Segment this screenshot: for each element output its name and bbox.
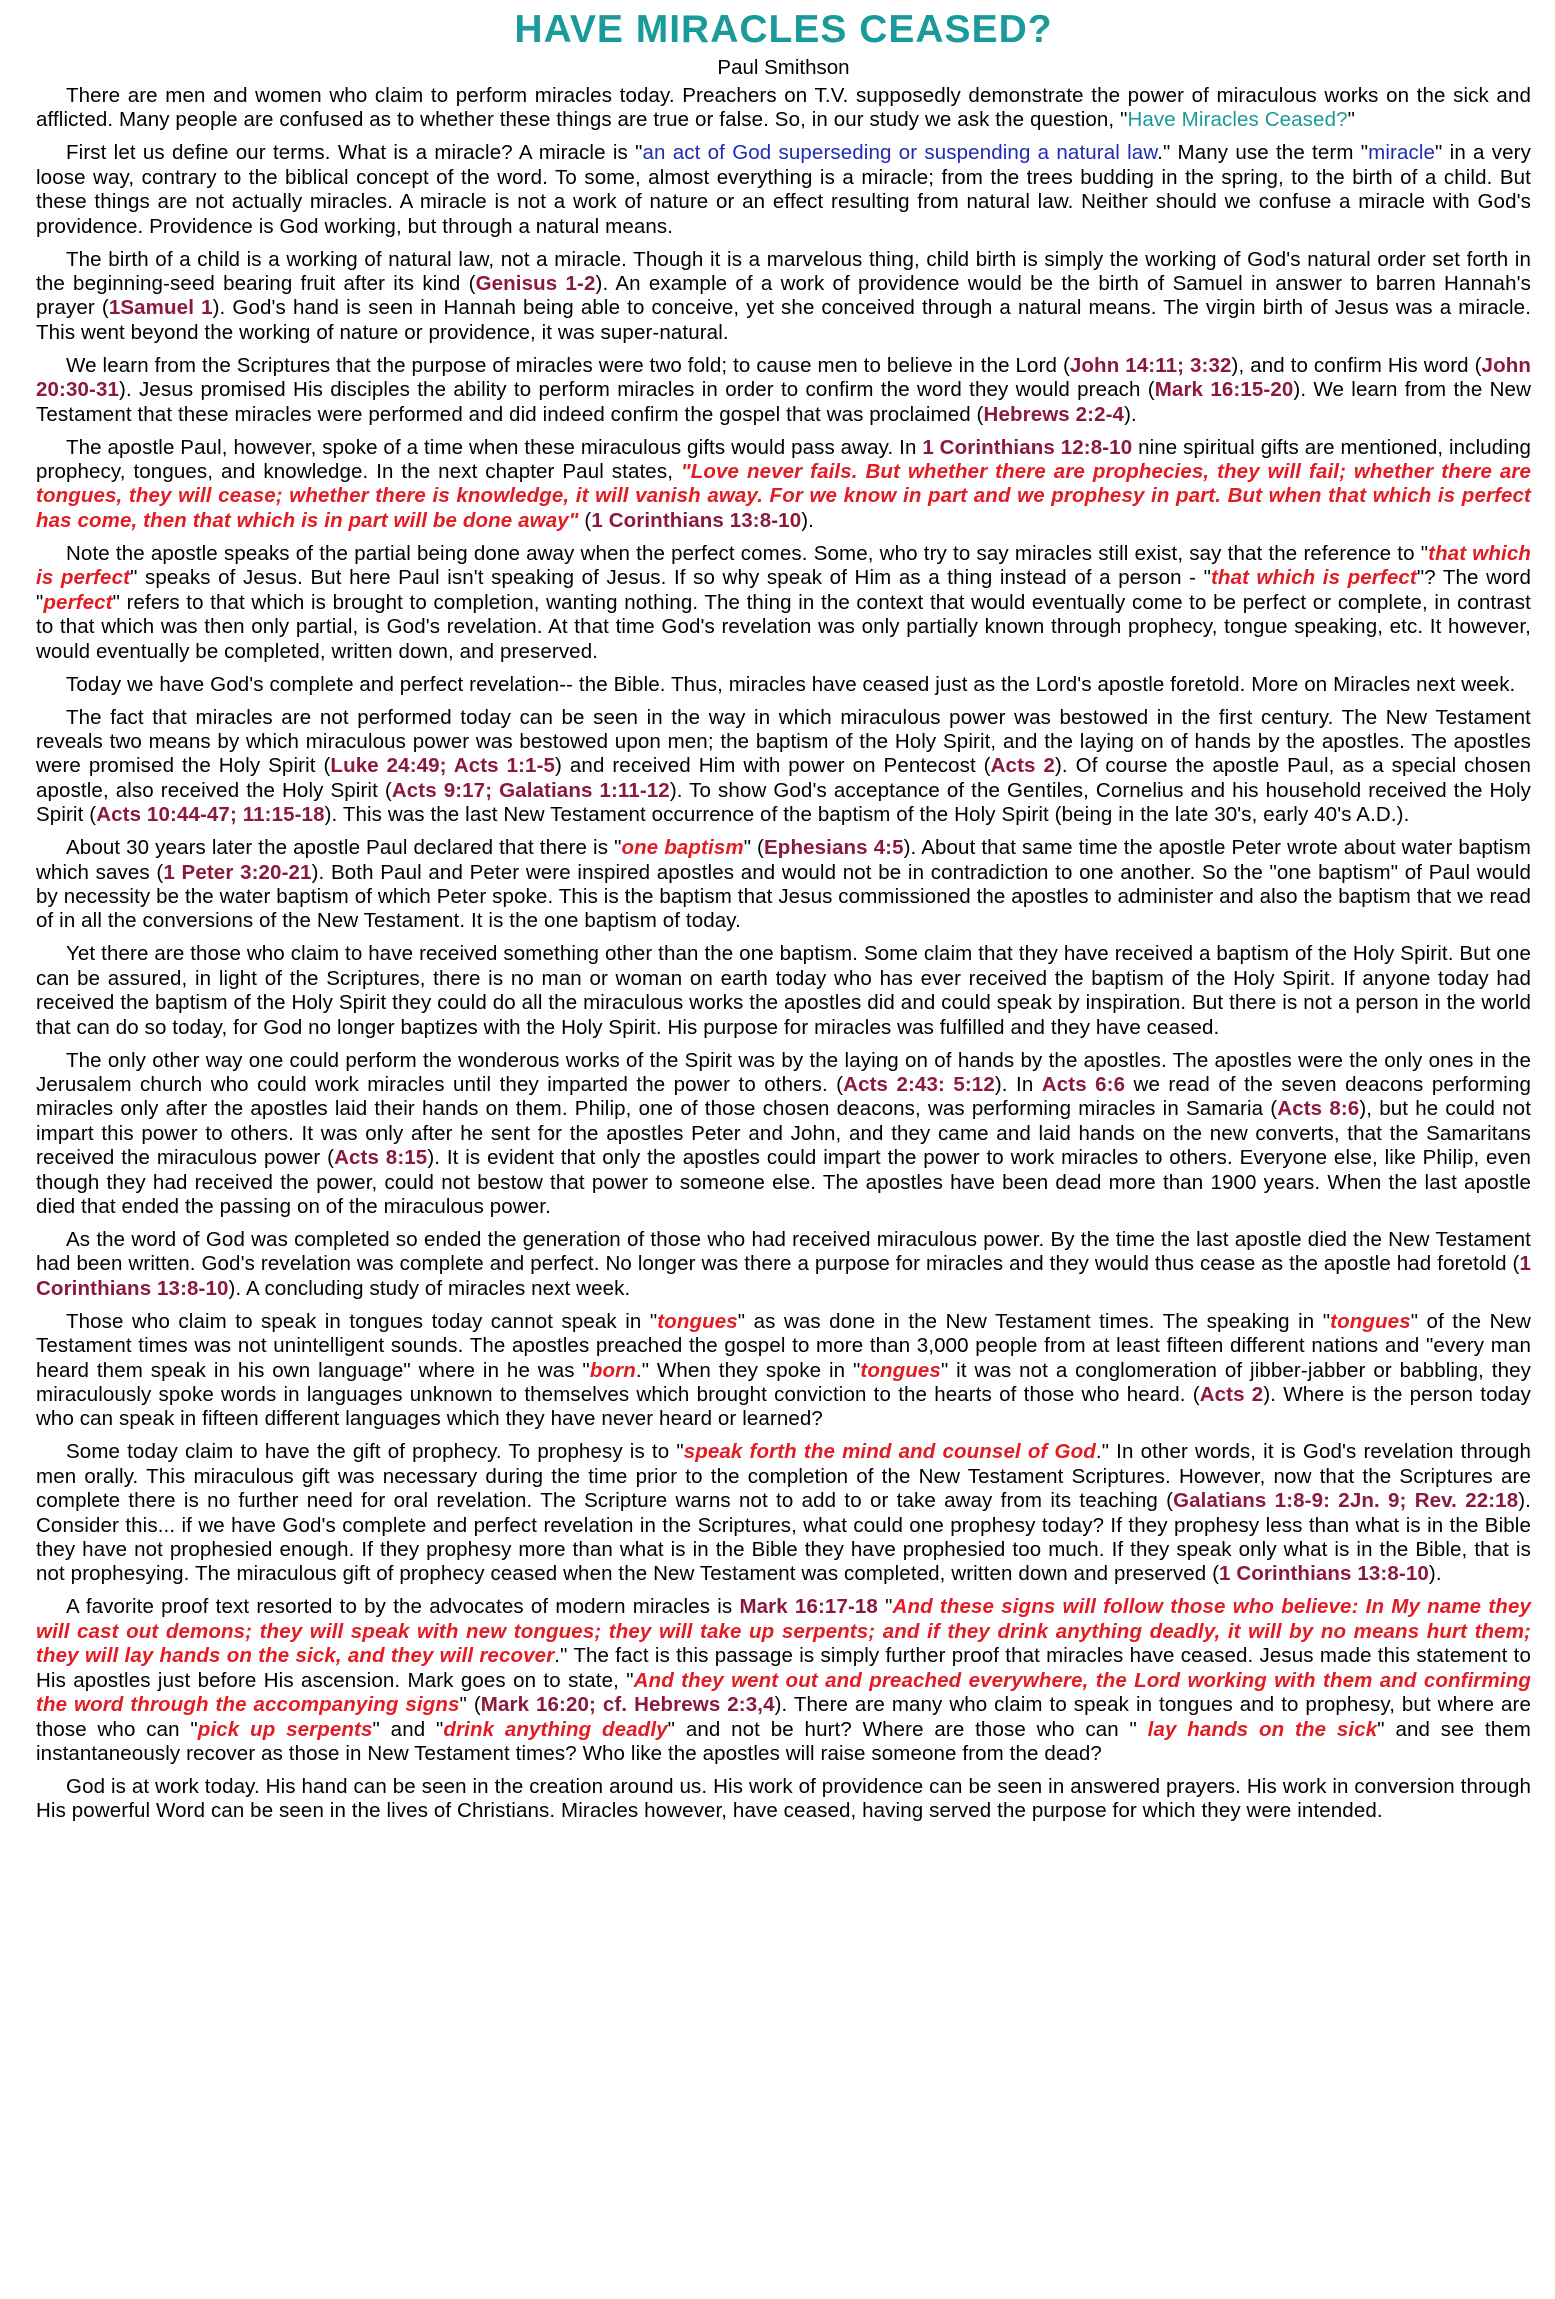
scripture-reference: Acts 2 [1199,1383,1264,1407]
text-run: We learn from the Scriptures that the purpose of miracles were two fold; to cause men to believe in the Lord ( [66,353,1070,377]
text-run: Today we have God's complete and perfect revelation-- the Bible. Thus, miracles have ceased just as the Lord's apostle foretold. More on Miracles next week. [66,672,1516,696]
text-run: "? The word " [36,566,1531,614]
text-run: ). In [994,1072,1042,1096]
emphasized-quote: "Love never fails. But whether there are prophecies, they will fail; whether there are tongues, they will cease; whether there is knowledge, it will vanish away. For we know in part and we prophesy in part. But when that which is perfect has come, then that which is in part will be done away" [36,460,1532,532]
text-run: ). We learn from the New Testament that these miracles were performed and did indeed confirm the gospel that was proclaimed ( [36,378,1531,426]
text-run: ). Both Paul and Peter were inspired apostles and would not be in contradiction to one another. So the "one baptism" of Paul would by necessity be the water baptism of which Peter spoke. This is the baptism that Jesus commissioned the apostles to administer and also the baptism that we read of in all the conversions of the New Testament. It is the one baptism of today. [36,860,1532,933]
text-run: " in a very loose way, contrary to the biblical concept of the word. To some, almost everything is a miracle; from the trees budding in the spring, to the birth of a child. But these things are not actually miracles. A miracle is not a work of nature or an effect resulting from natural law. Neither should we confuse a miracle with God's providence. Providence is God working, but through a natural means. [36,141,1531,238]
text-run: As the word of God was completed so ended the generation of those who had received miraculous power. By the time the last apostle died the New Testament had been written. God's revelation was complete and perfect. No longer was there a purpose for miracles and they would thus cease as the apostle had foretold ( [36,1228,1531,1276]
text-run: ). [1428,1562,1442,1586]
scripture-reference: 1 Corinthians 13:8-10 [591,508,802,532]
scripture-reference: John 20:30-31 [36,353,1531,402]
text-run: ( [578,508,592,532]
scripture-reference: Acts 8:6 [1277,1097,1360,1121]
text-run: ). Jesus promised His disciples the ability to perform miracles in order to confirm the word they would preach ( [119,378,1155,402]
paragraph [36,84,1531,133]
scripture-reference: Genisus 1-2 [475,272,596,296]
paragraph [36,1049,1531,1220]
text-run: God is at work today. His hand can be seen in the creation around us. His work of providence can be seen in answered prayers. His work in conversion through His powerful Word can be seen in the lives of Christians. Miracles however, have ceased, having served the purpose for which they were intended. [36,1774,1531,1823]
text-run: " ( [459,1693,481,1717]
article-body [36,84,1531,1824]
emphasized-quote: born [589,1358,636,1382]
scripture-reference: Ephesians 4:5 [764,836,904,860]
paragraph [36,1775,1531,1824]
emphasized-quote: And they went out and preached everywhere, the Lord working with them and confirming the word through the accompanying signs [36,1668,1531,1717]
emphasized-quote: tongues [860,1358,941,1382]
scripture-reference: Acts 6:6 [1041,1072,1126,1096]
text-run: Yet there are those who claim to have received something other than the one baptism. Some claim that they have received a baptism of the Holy Spirit. But one can be assured, in light of the Scriptures, there is no man or woman on earth today who has ever received the baptism of the Holy Spirit. If anyone today had received the baptism of the Holy Spirit they could do all the miraculous works the apostles did and could speak by inspiration. But there is not a person in the world that can do so today, for God no longer baptizes with the Holy Spirit. His purpose for miracles was fulfilled and they have ceased. [36,942,1531,1039]
text-run: ). This was the last New Testament occurrence of the baptism of the Holy Spirit (being in the late 30's, early 40's A.D.). [324,803,1410,827]
text-run: ." When they spoke in " [635,1358,861,1382]
text-run: The only other way one could perform the wonderous works of the Spirit was by the laying on of hands by the apostles. The apostles were the only ones in the Jerusalem church who could work miracles until they imparted the power to others. ( [36,1048,1531,1096]
definition-text: an act of God superseding or suspending a natural law [642,141,1158,165]
text-run: ). Of course the apostle Paul, as a special chosen apostle, also received the Holy Spirit ( [36,754,1531,802]
scripture-reference: 1 Peter 3:20-21 [163,860,312,884]
text-run: About 30 years later the apostle Paul declared that there is " [66,836,622,860]
emphasized-quote: pick up serpents [197,1717,373,1741]
emphasized-quote: lay hands on the sick [1147,1717,1378,1741]
scripture-reference: Luke 24:49; Acts 1:1-5 [330,754,556,778]
emphasized-quote: perfect [43,590,113,614]
paragraph [36,354,1531,427]
text-run: " [1347,108,1356,132]
text-run: " ( [743,836,765,860]
text-run: The fact that miracles are not performed today can be seen in the way in which miraculous power was bestowed in the first century. The New Testament reveals two means by which miraculous power was bestowed upon men; the baptism of the Holy Spirit, and the laying on of hands by the apostles. The apostles were promised the Holy Spirit ( [36,705,1531,778]
text-run: " as was done in the New Testament times. The speaking in " [737,1309,1331,1333]
emphasized-quote: drink anything deadly [443,1717,668,1741]
scripture-reference: 1Samuel 1 [108,296,213,320]
paragraph [36,942,1531,1040]
emphasized-quote: that which is perfect [36,541,1531,590]
scripture-reference: Acts 2 [990,754,1055,778]
text-run: we read of the seven deacons performing miracles only after the apostles laid their hands on them. Philip, one of those chosen deacons, was performing miracles in Samaria ( [36,1072,1532,1121]
text-run: A favorite proof text resorted to by the advocates of modern miracles is [66,1595,740,1619]
text-run: There are men and women who claim to perform miracles today. Preachers on T.V. supposedly demonstrate the power of miraculous works on the sick and afflicted. Many people are confused as to whether these things are true or false. So, in our study we ask the question, " [36,84,1531,132]
text-run: First let us define our terms. What is a miracle? A miracle is " [66,141,643,165]
text-run: ). There are many who claim to speak in tongues and to prophesy, but where are those who can " [36,1693,1531,1741]
scripture-reference: Acts 2:43: 5:12 [843,1072,995,1096]
paragraph [36,1228,1531,1301]
text-run: ). Where is the person today who can speak in fifteen different languages which they have never heard or learned? [36,1383,1532,1431]
text-run: ). It is evident that only the apostles could impart the power to work miracles to others. Everyone else, like Philip, even though they had received the power, could not bestow that power to someone else. The apostles have been dead more than 1900 years. When the last apostle died that ended the passing on of the miraculous power. [36,1146,1531,1218]
paragraph [36,673,1531,697]
article-title: HAVE MIRACLES CEASED? [514,8,1053,51]
text-run: " of the New Testament times was not unintelligent sounds. The apostles preached the gospel to more than 3,000 people from at least fifteen different nations and "every man heard them speak in his own language" where in he was " [36,1309,1531,1382]
paragraph [36,1595,1531,1766]
text-run: " and see them instantaneously recover as those in New Testament times? Who like the apostles will raise someone from the dead? [36,1717,1531,1765]
emphasized-quote: speak forth the mind and counsel of God [683,1440,1096,1464]
text-run: ), but he could not impart this power to others. It was only after he sent for the apostles Peter and John, and they came and laid hands on the new converts, that the Samaritans received the miraculous power ( [36,1097,1532,1170]
emphasized-quote: And these signs will follow those who believe: In My name they will cast out demons; they will speak with new tongues; they will take up serpents; and if they drink anything deadly, it will by no means hurt them; they will lay hands on the sick, and they will recover [36,1595,1531,1668]
scripture-reference: 1 Corinthians 13:8-10 [1219,1562,1429,1586]
text-run: ). About that same time the apostle Peter wrote about water baptism which saves ( [36,836,1531,884]
text-run: ), and to confirm His word ( [1231,353,1482,377]
text-run: " [877,1595,893,1619]
text-run: Those who claim to speak in tongues today cannot speak in " [66,1309,658,1333]
scripture-reference: 1 Corinthians 12:8-10 [922,435,1133,459]
text-run: ). Consider this... if we have God's complete and perfect revelation in the Scriptures, what could one prophesy today? If they prophesy less than what is in the Bible they have not prophesied enough. If they prophesy more than what is in the Bible they have prophesied too much. If they speak only what is in the Bible, that is not prophesying. The miraculous gift of prophecy ceased when the New Testament was completed, written down and preserved ( [36,1489,1531,1586]
article-author: Paul Smithson [717,56,850,79]
scripture-reference: Acts 10:44-47; 11:15-18 [96,803,325,827]
paragraph [36,836,1531,934]
text-run: The birth of a child is a working of natural law, not a miracle. Though it is a marvelous thing, child birth is simply the working of God's natural order set forth in the beginning-seed bearing fruit after its kind ( [36,247,1531,296]
text-run: nine spiritual gifts are mentioned, including prophecy, tongues, and knowledge. In the next chapter Paul states, [36,435,1531,484]
text-run: " and " [372,1717,444,1741]
paragraph [36,248,1531,346]
emphasized-quote: tongues [657,1309,738,1333]
text-run: Note the apostle speaks of the partial being done away when the perfect comes. Some, who try to say miracles still exist, say that the reference to " [66,541,1429,565]
text-run: ). An example of a work of providence would be the birth of Samuel in answer to barren Hannah's prayer ( [36,272,1531,320]
paragraph [36,141,1531,239]
scripture-reference: Mark 16:20; cf. Hebrews 2:3,4 [480,1693,775,1717]
text-run: The apostle Paul, however, spoke of a time when these miraculous gifts would pass away. In [66,435,923,459]
text-run: ." Many use the term " [1157,141,1369,165]
text-run: Some today claim to have the gift of prophecy. To prophesy is to " [66,1440,684,1464]
text-run: ." In other words, it is God's revelation through men orally. This miraculous gift was necessary during the time prior to the completion of the New Testament Scriptures. However, now that the Scriptures are complete there is no further need for oral revelation. The Scripture warns not to add to or take away from its teaching ( [36,1440,1531,1513]
text-run: " speaks of Jesus. But here Paul isn't speaking of Jesus. If so why speak of Him as a thing instead of a person - " [130,566,1211,590]
text-run: ." The fact is this passage is simply further proof that miracles have ceased. Jesus made this statement to His apostles just before His ascension. Mark goes on to state, " [36,1644,1531,1692]
text-run: ). To show God's acceptance of the Gentiles, Cornelius and his household received the Holy Spirit ( [36,778,1531,827]
scripture-reference: John 14:11; 3:32 [1069,353,1232,377]
paragraph [36,706,1531,828]
paragraph [36,1440,1531,1586]
emphasized-quote: tongues [1330,1309,1411,1333]
definition-text: miracle [1368,141,1436,165]
emphasized-quote: one baptism [621,836,744,860]
scripture-reference: Acts 8:15 [334,1146,428,1170]
scripture-reference: Galatians 1:8-9: 2Jn. 9; Rev. 22:18 [1173,1489,1519,1513]
scripture-reference: Acts 9:17; Galatians 1:11-12 [391,778,670,802]
paragraph [36,542,1531,664]
text-run: " refers to that which is brought to completion, wanting nothing. The thing in the context that would eventually come to be perfect or complete, in contrast to that which was then only partial, is God's revelation. At that time God's revelation was only partially known through prophecy, tongue speaking, etc. It however, would eventually be completed, written down, and preserved. [36,590,1531,663]
emphasized-quote: that which is perfect [1210,566,1417,590]
text-run: ). God's hand is seen in Hannah being able to conceive, yet she conceived through a natural means. The virgin birth of Jesus was a miracle. This went beyond the working of nature or providence, it was super-natural. [36,296,1532,344]
scripture-reference: Mark 16:15-20 [1154,378,1294,402]
highlighted-question: Have Miracles Ceased? [1127,108,1348,132]
scripture-reference: Mark 16:17-18 [739,1595,878,1619]
text-run: ). [1124,402,1137,426]
scripture-reference: 1 Corinthians 13:8-10 [36,1252,1531,1300]
scripture-reference: Hebrews 2:2-4 [983,402,1125,426]
text-run: ). A concluding study of miracles next week. [228,1276,631,1300]
text-run: ) and received Him with power on Pentecost ( [555,754,991,778]
text-run: " and not be hurt? Where are those who can " [667,1717,1148,1741]
paragraph [36,1310,1531,1432]
text-run: ). [801,508,814,532]
text-run: " it was not a conglomeration of jibber-jabber or babbling, they miraculously spoke words in languages unknown to themselves which brought conviction to the hearts of those who heard. ( [36,1358,1531,1407]
paragraph [36,436,1531,534]
